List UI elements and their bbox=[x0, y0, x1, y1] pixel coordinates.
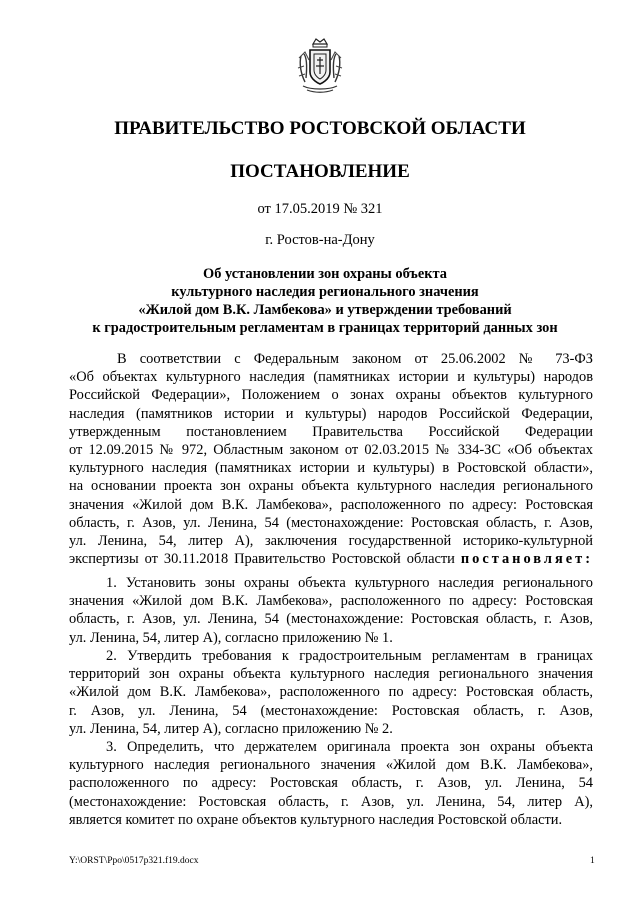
paragraph-line: г. Азов, ул. Ленина, 54 (местонахождение: Ростовская область, г. Азов, bbox=[69, 702, 593, 719]
footer-page-number: 1 bbox=[590, 856, 595, 866]
paragraph-line: является комитет по охране объектов культурного наследия Ростовской области. bbox=[69, 811, 563, 828]
paragraph-line: ул. Ленина, 54, литер А), заключения государственной историко-культурной bbox=[69, 532, 593, 549]
paragraph-line: «Об объектах культурного наследия (памятниках истории и культуры) народов bbox=[69, 369, 593, 386]
preamble-final-text: экспертизы от 30.11.2018 Правительство Ростовской области bbox=[69, 551, 461, 568]
paragraph-line: 2. Утвердить требования к градостроительным регламентам в границах bbox=[106, 648, 593, 664]
decree-word: постановляет: bbox=[460, 551, 593, 568]
paragraph-line: ул. Ленина, 54, литер А), согласно приложению № 1. bbox=[69, 629, 393, 646]
paragraph-line: от 12.09.2015 № 972, Областным законом от 02.03.2015 № 334-ЗС «Об объектах bbox=[69, 441, 593, 458]
title-line: Об установлении зон охраны объекта bbox=[203, 266, 447, 282]
title-line: культурного наследия регионального значения bbox=[171, 284, 479, 300]
paragraph-line: Российской Федерации», Положением о зонах охраны объектов культурного bbox=[69, 387, 593, 404]
paragraph-line: территорий зон охраны объекта культурного наследия регионального значения bbox=[69, 666, 593, 683]
paragraph-line: значения «Жилой дом В.К. Ламбекова», расположенного по адресу: Ростовская bbox=[69, 593, 593, 610]
paragraph-line: В соответствии с Федеральным законом от 25.06.2002 № 73-ФЗ bbox=[117, 351, 593, 367]
preamble-paragraph bbox=[69, 350, 593, 568]
paragraph-line: 1. Установить зоны охраны объекта культурного наследия регионального bbox=[106, 575, 593, 591]
paragraph-line: (местонахождение: Ростовская область, г. Азов, ул. Ленина, 54, литер А), bbox=[69, 793, 593, 810]
coat-of-arms-icon bbox=[295, 38, 345, 94]
title-line: «Жилой дом В.К. Ламбекова» и утверждении требований bbox=[138, 302, 512, 318]
paragraph-line: 3. Определить, что держателем оригинала проекта зон охраны объекта bbox=[106, 739, 593, 755]
paragraph-line: область, г. Азов, ул. Ленина, 54 (местонахождение: Ростовская область, г. Азов, bbox=[69, 611, 593, 628]
title-line: к градостроительным регламентам в границах территорий данных зон bbox=[92, 320, 558, 336]
item-2-paragraph bbox=[69, 647, 593, 738]
organization-name: ПРАВИТЕЛЬСТВО РОСТОВСКОЙ ОБЛАСТИ bbox=[114, 118, 526, 139]
paragraph-line: ул. Ленина, 54, литер А), согласно приложению № 2. bbox=[69, 720, 393, 737]
paragraph-line bbox=[69, 550, 593, 568]
paragraph-line: культурного наследия (памятниках истории и культуры) в Ростовской области», bbox=[69, 460, 593, 477]
footer-file-path: Y:\ORST\Ppo\0517p321.f19.docx bbox=[69, 856, 199, 866]
document-title bbox=[60, 265, 590, 337]
paragraph-line: наследия (памятников истории и культуры) народов Российской Федерации, bbox=[69, 405, 593, 422]
item-1-paragraph bbox=[69, 574, 593, 647]
paragraph-line: «Жилой дом В.К. Ламбекова», расположенного по адресу: Ростовская область, bbox=[69, 684, 593, 701]
document-type: ПОСТАНОВЛЕНИЕ bbox=[230, 161, 410, 182]
paragraph-line: значения «Жилой дом В.К. Ламбекова», расположенного по адресу: Ростовская bbox=[69, 496, 593, 513]
paragraph-line: расположенного по адресу: Ростовская область, г. Азов, ул. Ленина, 54 bbox=[69, 775, 593, 792]
paragraph-line: на основании проекта зон охраны объекта культурного наследия регионального bbox=[69, 478, 593, 495]
date-number-line: от 17.05.2019 № 321 bbox=[257, 201, 383, 217]
city-line: г. Ростов-на-Дону bbox=[265, 232, 375, 248]
paragraph-line: область, г. Азов, ул. Ленина, 54 (местонахождение: Ростовская область, г. Азов, bbox=[69, 514, 593, 531]
paragraph-line: утвержденным постановлением Правительства Российской Федерации bbox=[69, 423, 593, 440]
paragraph-line: культурного наследия регионального значения «Жилой дом В.К. Ламбекова», bbox=[69, 757, 593, 774]
item-3-paragraph bbox=[69, 738, 593, 829]
